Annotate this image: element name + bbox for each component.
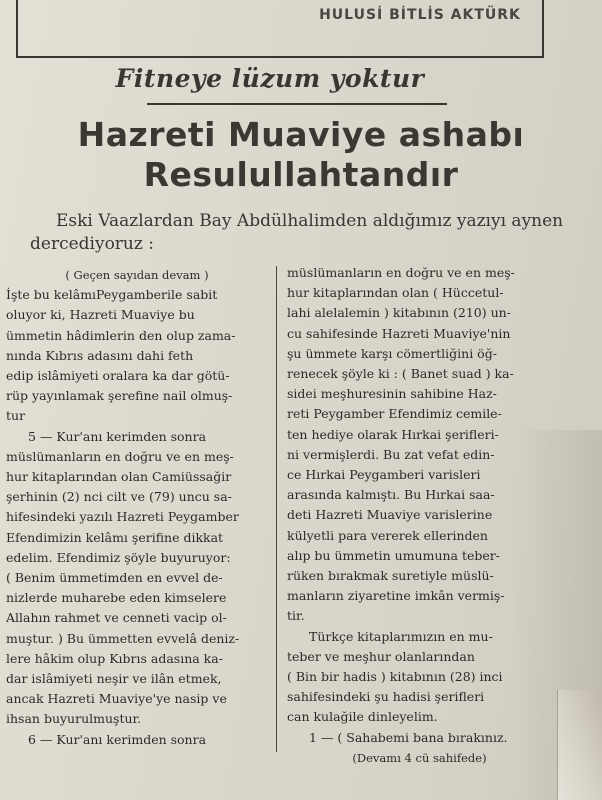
page-curl [557,690,602,800]
text-line: nında Kıbrıs adasını dahi feth [6,347,194,363]
text-line: ni vermişlerdi. Bu zat vefat edin- [287,446,495,462]
text-line: deti Hazreti Muaviye varislerine [287,507,493,523]
article-intro: Eski Vaazlardan Bay Abdülhalimden aldığımız yazıyı aynen dercediyoruz : [30,211,564,254]
text-line: külyetli para vererek ellerinden [287,527,488,543]
text-line: hur kitaplarından olan Camiüssağir [6,469,232,485]
text-line: şu ümmete karşı cömertliğini öğ- [287,345,497,361]
text-line: alıp bu ümmetin umumuna teber- [287,547,501,563]
text-line: oluyor ki, Hazreti Muaviye bu [6,307,195,323]
text-line: ihsan buyurulmuştur. [6,711,142,727]
text-line: sidei meşhuresinin sahibine Haz- [287,386,497,402]
text-line: hur kitaplarından olan ( Hüccetul- [287,285,504,301]
text-line: teber ve meşhur olanlarından [287,648,475,664]
text-line: 1 — ( Sahabemi bana bırakınız. [309,729,508,745]
text-line: hifesindeki yazılı Hazreti Peygamber [6,509,239,525]
text-line: müslümanların en doğru ve en meş- [287,265,515,280]
text-line: tir. [287,608,305,624]
text-line: tur [6,408,26,424]
text-line: dar islâmiyeti neşir ve ilân etmek, [6,671,222,687]
text-line: edip islâmiyeti oralara ka dar götü- [6,368,230,384]
text-line: 6 — Kur'anı kerimden sonra [28,731,207,747]
article-headline [0,115,602,195]
text-line: lere hâkim olup Kıbrıs adasına ka- [6,650,223,666]
text-line: lahi alelalemin ) kitabının (210) un- [287,305,511,321]
headline-line-2: Resulullahtandır [143,155,459,194]
text-line: Allahın rahmet ve cenneti vacip ol- [6,610,227,626]
text-line: nizlerde muharebe eden kimselere [6,590,227,606]
text-line: can kulağile dinleyelim. [287,709,438,725]
kicker-underline [147,103,447,105]
text-line: 5 — Kur'anı kerimden sonra [28,428,207,444]
text-line: manların ziyaretine imkân vermiş- [287,588,505,604]
left-column [6,265,268,750]
text-line: ancak Hazreti Muaviye'ye nasip ve [6,691,227,707]
column-divider [276,266,277,752]
continued-note: ( Geçen sayıdan devam ) [65,268,209,282]
article-kicker: Fitneye lüzum yoktur [115,64,425,93]
author-byline: HULUSİ BİTLİS AKTÜRK [319,7,521,23]
continued-on-page-note: (Devamı 4 cü sahifede) [352,750,487,765]
text-line: İşte bu kelâmıPeygamberile sabit [6,287,218,303]
text-line: ( Bin bir hadis ) kitabının (28) inci [287,669,503,685]
text-line: Türkçe kitaplarımızın en mu- [309,628,493,644]
text-line: muştur. ) Bu ümmetten evvelâ deniz- [6,630,240,646]
text-line: rüp yayınlamak şerefine nail olmuş- [6,388,233,404]
text-line: müslümanların en doğru ve en meş- [6,448,234,464]
text-line: arasında kalmıştı. Bu Hırkai saa- [287,487,495,503]
text-line: edelim. Efendimiz şöyle buyuruyor: [6,549,231,565]
text-line: reti Peygamber Efendimiz cemile- [287,406,502,422]
headline-line-1: Hazreti Muaviye ashabı [77,115,525,154]
text-line: Efendimizin kelâmı şerifine dikkat [6,529,224,545]
text-line: şerhinin (2) nci cilt ve (79) uncu sa- [6,489,232,505]
text-line: ten hediye olarak Hırkai şerifleri- [287,426,499,442]
text-line: renecek şöyle ki : ( Banet suad ) ka- [287,366,514,382]
right-column [287,263,552,768]
text-line: rüken bırakmak suretiyle müslü- [287,568,494,584]
text-line: sahifesindeki şu hadisi şerifleri [287,689,485,705]
text-line: ümmetin hâdimlerin den olup zama- [6,327,236,343]
text-line: cu sahifesinde Hazreti Muaviye'nin [287,325,511,341]
text-line: ce Hırkai Peygamberi varisleri [287,467,481,483]
text-line: ( Benim ümmetimden en evvel de- [6,570,223,586]
